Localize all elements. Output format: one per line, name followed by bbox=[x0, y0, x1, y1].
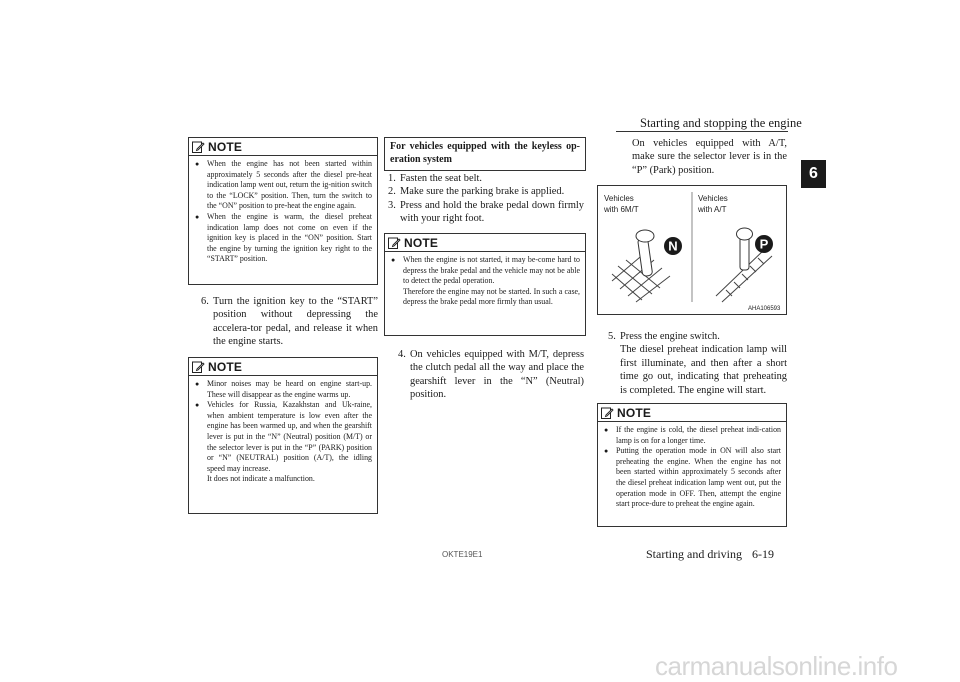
bullet-icon: ● bbox=[195, 160, 200, 168]
bullet-icon: ● bbox=[604, 426, 609, 434]
steps-list bbox=[388, 172, 584, 226]
manual-gate-icon bbox=[612, 230, 670, 302]
footer-section: Starting and driving bbox=[646, 547, 742, 561]
step-text: On vehicles equipped with M/T, depress the clutch pedal all the way and place the gearshift lever in the “N” (Neutral) position. bbox=[410, 349, 584, 401]
label-mt-1: Vehicles bbox=[604, 194, 634, 203]
note-label: NOTE bbox=[208, 139, 243, 154]
note-box-brake bbox=[384, 233, 586, 336]
note-body bbox=[189, 376, 377, 489]
note-bullet: ● If the engine is cold, the diesel preheat indi-cation lamp is on for a longer time. bbox=[604, 425, 781, 445]
step-number: 1. bbox=[388, 173, 396, 184]
header-rule bbox=[616, 131, 788, 132]
bullet-icon: ● bbox=[195, 380, 200, 388]
step-2 bbox=[388, 185, 584, 198]
gear-lever-svg bbox=[598, 186, 786, 314]
label-at-2: with A/T bbox=[698, 205, 727, 214]
note-box-noises bbox=[188, 357, 378, 514]
step-number: 3. bbox=[388, 199, 396, 211]
note-body bbox=[189, 156, 377, 269]
step-text: Press and hold the brake pedal down firmly with your right foot. bbox=[400, 199, 584, 225]
figure-code: AHA106593 bbox=[748, 306, 781, 312]
watermark-text: carmanualsonline.info bbox=[655, 651, 898, 681]
step-3 bbox=[388, 199, 584, 226]
step-number: 4. bbox=[398, 349, 406, 360]
section-heading: For vehicles equipped with the keyless op-eration system bbox=[384, 137, 586, 171]
step-title: Press the engine switch. bbox=[620, 331, 720, 342]
note-bullet: ● When the engine is not started, it may be-come hard to depress the brake pedal and the vehicle may not be able to detect the pedal operation. bbox=[391, 255, 580, 286]
note-label: NOTE bbox=[208, 359, 243, 374]
note-label: NOTE bbox=[404, 235, 439, 250]
step-text: Fasten the seat belt. bbox=[400, 173, 482, 184]
page-number: 6-19 bbox=[752, 547, 774, 561]
note-bullet: ● Vehicles for Russia, Kazakhstan and Uk-raine, when ambient temperature is low even after the engine has been warmed up, and when the gearshift lever is put in the “N” (Neutral) position (M/T) or the selector lever is put in the “P” (PARK) position or “N” (NEUTRAL) position (A/T), the idling speed may increase. bbox=[195, 400, 372, 473]
step-number: 6. bbox=[201, 296, 209, 307]
note-header bbox=[189, 138, 377, 156]
label-at-1: Vehicles bbox=[698, 194, 728, 203]
note-pencil-icon bbox=[600, 406, 614, 420]
step-number: 5. bbox=[608, 331, 616, 342]
note-bullet: ● Putting the operation mode in ON will also start preheating the engine. When the engine has not been started within approximately 5 seconds after the diesel preheat indication lamp went out, put the operation mode in OFF. Then, attempt the engine start proce-dure to preheat the engine again. bbox=[604, 446, 781, 509]
bullet-icon: ● bbox=[195, 401, 200, 410]
running-header: Starting and stopping the engine bbox=[640, 116, 802, 130]
note-box-preheat bbox=[188, 137, 378, 285]
badge-n: N bbox=[668, 238, 678, 254]
note-pencil-icon bbox=[387, 236, 401, 250]
note-bullet: ● When the engine is warm, the diesel preheat indication lamp does not come on even if the ignition key is placed in the “ON” position. Start the engine by turning the ignition key right to the “START” position. bbox=[195, 211, 372, 264]
badge-p: P bbox=[759, 236, 769, 252]
note-body bbox=[385, 252, 585, 312]
step-5 bbox=[608, 330, 787, 397]
note-pencil-icon bbox=[191, 360, 205, 374]
note-body bbox=[598, 422, 786, 514]
step-6 bbox=[201, 295, 378, 349]
note-label: NOTE bbox=[617, 405, 652, 420]
bullet-icon: ● bbox=[604, 447, 609, 456]
note-header bbox=[189, 358, 377, 376]
intro-paragraph: On vehicles equipped with A/T, make sure the selector lever is in the “P” (Park) position. bbox=[632, 138, 787, 176]
bullet-icon: ● bbox=[391, 256, 396, 264]
step-text: Make sure the parking brake is applied. bbox=[400, 186, 565, 198]
step-1 bbox=[388, 172, 584, 185]
chapter-tab: 6 bbox=[801, 160, 826, 188]
note-header bbox=[385, 234, 585, 252]
note-bullet: ● Minor noises may be heard on engine start-up. These will disappear as the engine warms up. bbox=[195, 379, 372, 399]
footer-code: OKTE19E1 bbox=[442, 550, 483, 559]
note-box-preheat-keyless bbox=[597, 403, 787, 527]
step-number: 2. bbox=[388, 186, 396, 198]
bullet-icon: ● bbox=[195, 212, 200, 221]
step-text: The diesel preheat indication lamp will first illuminate, and then after a short time go out, indicating that preheating is completed. The engine will start. bbox=[620, 344, 787, 396]
label-mt-2: with 6M/T bbox=[604, 205, 639, 214]
note-bullet: ● When the engine has not been started within approximately 5 seconds after the diesel pre-heat indication lamp went out, return the ig-nition switch to the “LOCK” position. Then, turn the switch to the “ON” position to pre-heat the engine again. bbox=[195, 159, 372, 211]
step-4 bbox=[398, 348, 584, 402]
step-text: Turn the ignition key to the “START” position without depressing the accelera-tor pedal, and release it when the engine starts. bbox=[213, 296, 378, 348]
note-pencil-icon bbox=[191, 140, 205, 154]
note-continuation: Therefore the engine may not be started. In such a case, depress the brake pedal more firmly than usual. bbox=[403, 286, 580, 307]
gear-lever-illustration bbox=[597, 185, 787, 315]
note-header bbox=[598, 404, 786, 422]
note-continuation: It does not indicate a malfunction. bbox=[207, 474, 315, 484]
